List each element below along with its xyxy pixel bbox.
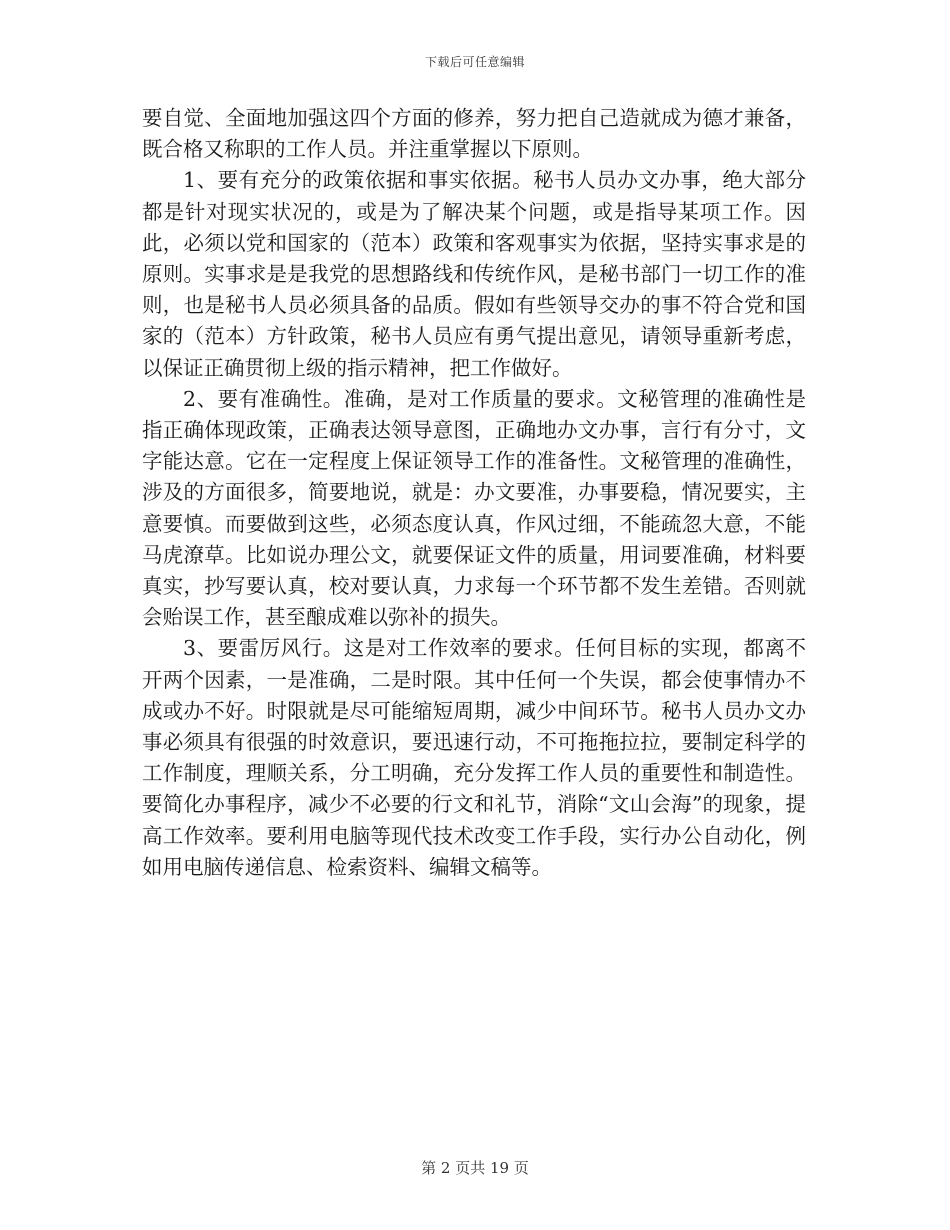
paragraph-intro: 要自觉、全面地加强这四个方面的修养，努力把自己造就成为德才兼备，既合格又称职的工作人员。并注重掌握以下原则。 [142,106,806,162]
paragraph-principle-1: 1、要有充分的政策依据和事实依据。秘书人员办文办事，绝大部分都是针对现实状况的，或是为了解决某个问题，或是指导某项工作。因此，必须以党和国家的（范本）政策和客观事实为依据，坚持实事求是的原则。实事求是是我党的思想路线和传统作风，是秘书部门一切工作的准则，也是秘书人员必须具备的品质。假如有些领导交办的事不符合党和国家的（范本）方针政策，秘书人员应有勇气提出意见，请领导重新考虑，以保证正确贯彻上级的指示精神，把工作做好。 [142,168,806,380]
paragraph-principle-2: 2、要有准确性。准确，是对工作质量的要求。文秘管理的准确性是指正确体现政策，正确表达领导意图，正确地办文办事，言行有分寸，文字能达意。它在一定程度上保证领导工作的准备性。文秘管理的准确性，涉及的方面很多，简要地说，就是：办文要准，办事要稳，情况要实，主意要慎。而要做到这些，必须态度认真，作风过细，不能疏忽大意，不能马虎潦草。比如说办理公文，就要保证文件的质量，用词要准确，材料要真实，抄写要认真，校对要认真，力求每一个环节都不发生差错。否则就会贻误工作，甚至酿成难以弥补的损失。 [142,386,806,630]
document-body [142,103,806,883]
page-header: 下载后可任意编辑 [424,55,525,69]
paragraph-principle-3: 3、要雷厉风行。这是对工作效率的要求。任何目标的实现，都离不开两个因素，一是准确，二是时限。其中任何一个失误，都会使事情办不成或办不好。时限就是尽可能缩短周期，减少中间环节。秘书人员办文办事必须具有很强的时效意识，要迅速行动，不可拖拖拉拉，要制定科学的工作制度，理顺关系，分工明确，充分发挥工作人员的重要性和制造性。要简化办事程序，减少不必要的行文和礼节，消除“文山会海”的现象，提高工作效率。要利用电脑等现代技术改变工作手段，实行办公自动化，例如用电脑传递信息、检索资料、编辑文稿等。 [142,636,806,879]
page-number: 第 2 页共 19 页 [421,1159,529,1177]
